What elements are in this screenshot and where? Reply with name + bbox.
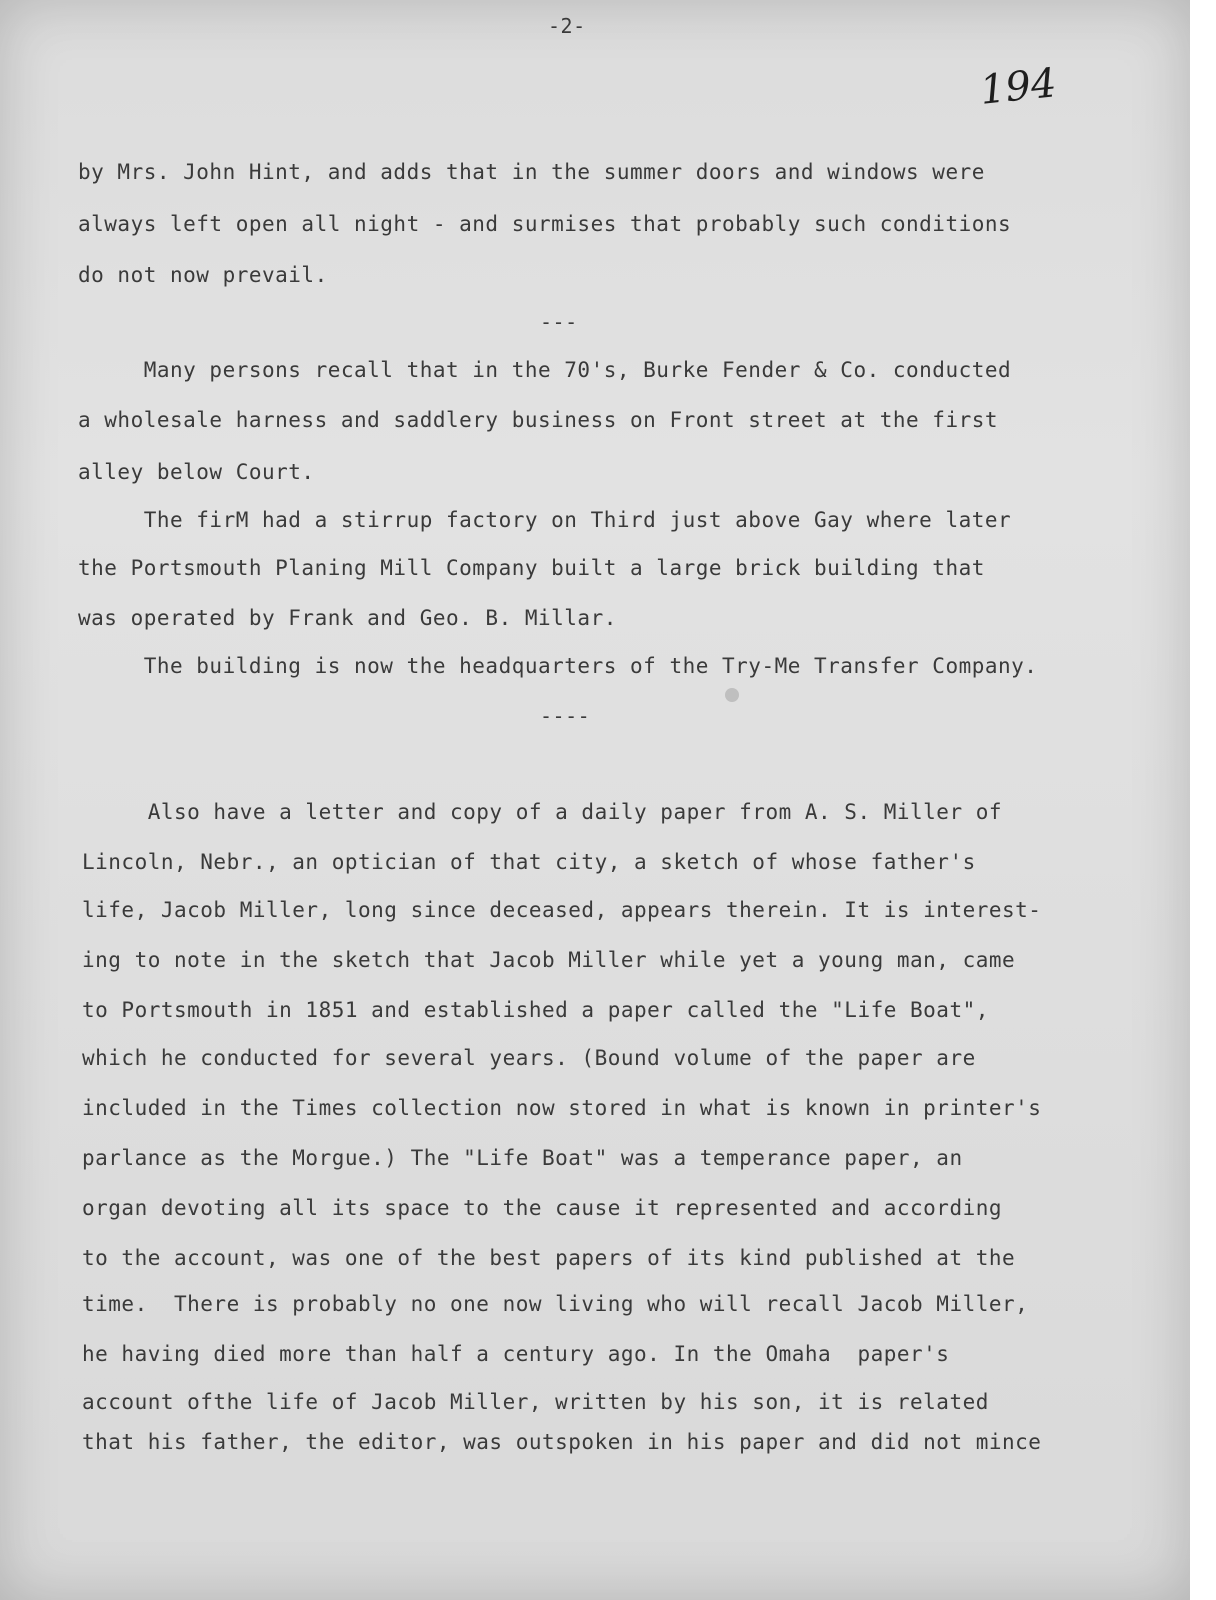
section-separator: --- [540,310,578,334]
page-number: -2- [548,14,586,38]
paragraph-line: always left open all night - and surmises that probably such conditions [78,212,1012,236]
paragraph-line: a wholesale harness and saddlery business on Front street at the first [78,408,999,432]
paragraph-line: account ofthe life of Jacob Miller, written by his son, it is related [82,1390,989,1414]
paragraph-line: alley below Court. [78,460,315,484]
paragraph-line: ing to note in the sketch that Jacob Miller while yet a young man, came [82,948,1016,972]
paragraph-line: organ devoting all its space to the cause it represented and according [82,1196,1003,1220]
paragraph-line: do not now prevail. [78,263,328,287]
paragraph-line: was operated by Frank and Geo. B. Millar. [78,606,617,630]
paragraph-line: time. There is probably no one now living who will recall Jacob Miller, [82,1292,1029,1316]
paragraph-line: The firM had a stirrup factory on Third just above Gay where later [78,508,1012,532]
paragraph-line: included in the Times collection now stored in what is known in printer's [82,1096,1042,1120]
paragraph-line: The building is now the headquarters of the Try-Me Transfer Company. [78,654,1038,678]
paragraph-line: the Portsmouth Planing Mill Company built a large brick building that [78,556,985,580]
paragraph-line: by Mrs. John Hint, and adds that in the summer doors and windows were [78,160,985,184]
paragraph-line: that his father, the editor, was outspoken in his paper and did not mince [82,1430,1042,1454]
paragraph-line: he having died more than half a century ago. In the Omaha paper's [82,1342,950,1366]
paragraph-line: parlance as the Morgue.) The "Life Boat" was a temperance paper, an [82,1146,963,1170]
section-separator: ---- [540,704,591,728]
paragraph-line: which he conducted for several years. (Bound volume of the paper are [82,1046,976,1070]
paragraph-line: life, Jacob Miller, long since deceased, appears therein. It is interest- [82,898,1042,922]
paragraph-line: Lincoln, Nebr., an optician of that city, a sketch of whose father's [82,850,976,874]
paragraph-line: to Portsmouth in 1851 and established a paper called the "Life Boat", [82,998,989,1022]
ink-spot [725,688,739,702]
paragraph-line: Many persons recall that in the 70's, Burke Fender & Co. conducted [78,358,1012,382]
paragraph-line: to the account, was one of the best papers of its kind published at the [82,1246,1016,1270]
paragraph-line: Also have a letter and copy of a daily paper from A. S. Miller of [82,800,1003,824]
scan-margin [1190,0,1216,1600]
handwritten-folio-number: 194 [977,60,1059,114]
